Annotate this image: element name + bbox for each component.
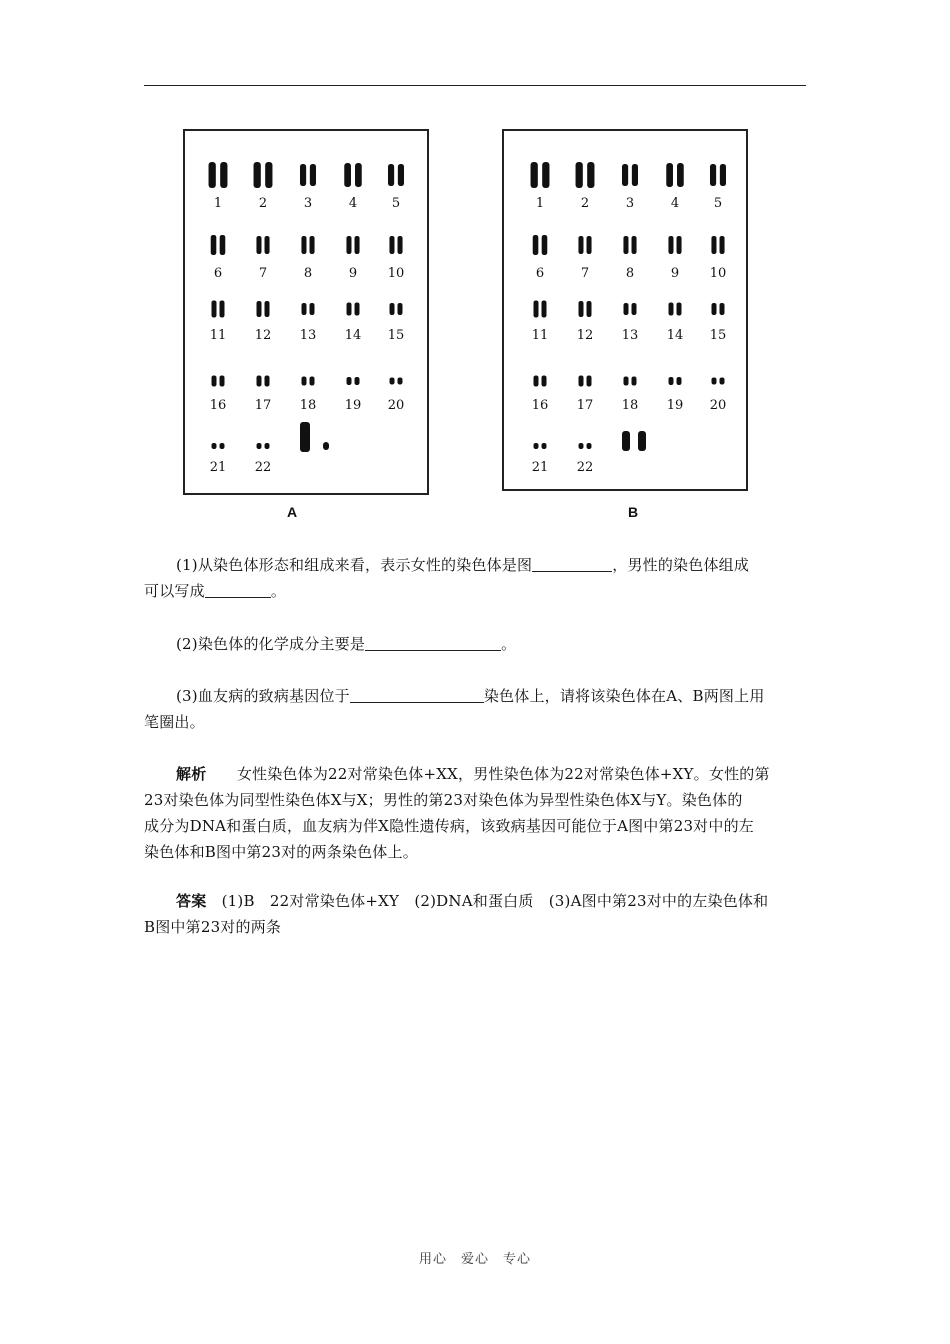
b-chromosome-label-12: 12 — [576, 328, 594, 343]
a-chromosome-pair-17 — [257, 376, 270, 387]
a-chromosome-label-1: 1 — [213, 196, 223, 211]
b-chromosome-pair-11 — [534, 301, 547, 318]
analysis-line-2: 23对染色体为同型性染色体X与X；男性的第23对染色体为异型性染色体X与Y。染色体的 — [144, 791, 743, 809]
b-chromosome-pair-6 — [533, 235, 548, 255]
a-chromosome-pair-2 — [254, 162, 273, 188]
b-chromosome-pair-10 — [711, 236, 724, 254]
answer-line-1: (1)B 22对常染色体+XY (2)DNA和蛋白质 (3)A图中第23对中的左染色体和 — [221, 892, 769, 910]
b-chromosome-pair-13 — [624, 303, 637, 315]
a-chromosome-label-5: 5 — [391, 196, 401, 211]
answer-line-2: B图中第23对的两条 — [144, 918, 282, 936]
a-chromosome-pair-3 — [300, 164, 316, 186]
a-chromosome-pair-5 — [388, 164, 404, 186]
a-chromosome-pair-20 — [390, 378, 403, 385]
a-chromosome-pair-6 — [211, 235, 226, 255]
b-chromosome-label-8: 8 — [625, 266, 635, 281]
a-chromosome-pair-9 — [346, 236, 359, 254]
a-chromosome-pair-18 — [302, 377, 315, 386]
a-chromosome-label-19: 19 — [344, 398, 362, 413]
q1-text-d: 。 — [270, 582, 287, 600]
analysis-label: 解析 — [176, 765, 207, 783]
a-chromosome-label-18: 18 — [299, 398, 317, 413]
a-chromosome-pair-1 — [209, 162, 228, 188]
a-chromosome-label-9: 9 — [348, 266, 358, 281]
a-chromosome-label-4: 4 — [348, 196, 358, 211]
question-1 — [144, 552, 808, 604]
a-chromosome-label-20: 20 — [387, 398, 405, 413]
a-chromosome-label-17: 17 — [254, 398, 272, 413]
a-chromosome-pair-8 — [301, 236, 314, 254]
a-chromosome-label-16: 16 — [209, 398, 227, 413]
a-sex-chromosomes — [300, 422, 329, 452]
b-sex-chromosomes — [622, 431, 646, 451]
b-chromosome-pair-15 — [712, 303, 725, 315]
a-chromosome-pair-12 — [257, 301, 270, 317]
b-chromosome-pair-3 — [622, 164, 638, 186]
b-chromosome-pair-7 — [578, 236, 591, 254]
b-chromosome-label-18: 18 — [621, 398, 639, 413]
b-chromosome-pair-22 — [579, 443, 592, 449]
b-chromosome-label-5: 5 — [713, 196, 723, 211]
q3-blank[interactable] — [350, 686, 484, 703]
a-chromosome-pair-7 — [256, 236, 269, 254]
b-chromosome-pair-14 — [669, 303, 682, 316]
a-chromosome-label-15: 15 — [387, 328, 405, 343]
q2-blank[interactable] — [365, 634, 501, 651]
b-chromosome-label-9: 9 — [670, 266, 680, 281]
a-chromosome-label-14: 14 — [344, 328, 362, 343]
b-chromosome-label-21: 21 — [531, 460, 549, 475]
a-chromosome-pair-10 — [389, 236, 402, 254]
b-chromosome-pair-17 — [579, 376, 592, 387]
b-chromosome-pair-21 — [534, 443, 547, 449]
analysis-section — [144, 761, 808, 865]
a-chromosome-pair-11 — [212, 301, 225, 318]
b-chromosome-pair-16 — [534, 376, 547, 387]
b-chromosome-pair-5 — [710, 164, 726, 186]
b-chromosome-pair-19 — [669, 377, 682, 385]
q1-text-b: ，男性的染色体组成 — [612, 556, 750, 574]
a-chromosome-label-22: 22 — [254, 460, 272, 475]
b-chromosome-label-10: 10 — [709, 266, 727, 281]
a-chromosome-label-21: 21 — [209, 460, 227, 475]
answer-section — [144, 888, 808, 940]
b-chromosome-label-1: 1 — [535, 196, 545, 211]
karyotype-b-figure — [504, 131, 746, 489]
question-3 — [144, 683, 808, 735]
b-chromosome-label-15: 15 — [709, 328, 727, 343]
b-chromosome-pair-12 — [579, 301, 592, 317]
b-chromosome-label-2: 2 — [580, 196, 590, 211]
panel-b-caption: B — [628, 504, 639, 520]
a-chromosome-label-8: 8 — [303, 266, 313, 281]
b-chromosome-pair-2 — [576, 162, 595, 188]
b-chromosome-label-6: 6 — [535, 266, 545, 281]
b-chromosome-label-20: 20 — [709, 398, 727, 413]
a-chromosome-label-10: 10 — [387, 266, 405, 281]
a-chromosome-label-7: 7 — [258, 266, 268, 281]
page-footer: 用心 爱心 专心 — [418, 1252, 531, 1267]
a-chromosome-pair-16 — [212, 376, 225, 387]
q1-blank-1[interactable] — [532, 555, 612, 572]
q1-text-c: 可以写成 — [144, 582, 205, 600]
b-chromosome-label-3: 3 — [625, 196, 635, 211]
b-chromosome-label-22: 22 — [576, 460, 594, 475]
b-chromosome-pair-4 — [666, 163, 683, 187]
analysis-line-1: 女性染色体为22对常染色体+XX，男性染色体为22对常染色体+XY。女性的第 — [236, 765, 770, 783]
b-chromosome-pair-20 — [712, 378, 725, 385]
karyotype-a-figure — [185, 131, 427, 493]
analysis-line-4: 染色体和B图中第23对的两条染色体上。 — [144, 843, 418, 861]
a-chromosome-label-12: 12 — [254, 328, 272, 343]
b-chromosome-pair-18 — [624, 377, 637, 386]
q1-blank-2[interactable] — [205, 581, 271, 598]
a-chromosome-pair-15 — [390, 303, 403, 315]
b-chromosome-label-11: 11 — [531, 328, 549, 343]
b-chromosome-label-17: 17 — [576, 398, 594, 413]
a-chromosome-pair-14 — [347, 303, 360, 316]
b-chromosome-pair-8 — [623, 236, 636, 254]
a-chromosome-pair-19 — [347, 377, 360, 385]
a-chromosome-label-3: 3 — [303, 196, 313, 211]
a-chromosome-pair-21 — [212, 443, 225, 449]
karyotype-panel-a — [183, 129, 429, 495]
b-chromosome-label-4: 4 — [670, 196, 680, 211]
q2-text-b: 。 — [501, 635, 517, 653]
panel-a-caption: A — [287, 504, 298, 520]
b-chromosome-label-7: 7 — [580, 266, 590, 281]
a-chromosome-label-6: 6 — [213, 266, 223, 281]
b-chromosome-pair-9 — [668, 236, 681, 254]
a-chromosome-label-2: 2 — [258, 196, 268, 211]
b-chromosome-pair-1 — [531, 162, 550, 188]
q3-text-c: 笔圈出。 — [144, 713, 205, 731]
q3-text-b: 染色体上，请将该染色体在A、B两图上用 — [483, 687, 765, 705]
b-chromosome-label-14: 14 — [666, 328, 684, 343]
a-chromosome-pair-4 — [344, 163, 361, 187]
a-chromosome-pair-13 — [302, 303, 315, 315]
question-2 — [144, 631, 808, 657]
a-chromosome-label-11: 11 — [209, 328, 227, 343]
b-chromosome-label-16: 16 — [531, 398, 549, 413]
header-rule — [144, 85, 806, 86]
b-chromosome-label-19: 19 — [666, 398, 684, 413]
b-chromosome-label-13: 13 — [621, 328, 639, 343]
a-chromosome-label-13: 13 — [299, 328, 317, 343]
a-chromosome-pair-22 — [257, 443, 270, 449]
analysis-line-3: 成分为DNA和蛋白质，血友病为伴X隐性遗传病，该致病基因可能位于A图中第23对中的左 — [144, 817, 754, 835]
q1-text-a: (1)从染色体形态和组成来看，表示女性的染色体是图 — [176, 556, 533, 574]
karyotype-panel-b — [502, 129, 748, 491]
q3-text-a: (3)血友病的致病基因位于 — [176, 687, 350, 705]
q2-text-a: (2)染色体的化学成分主要是 — [176, 635, 366, 653]
answer-label: 答案 — [176, 892, 207, 910]
